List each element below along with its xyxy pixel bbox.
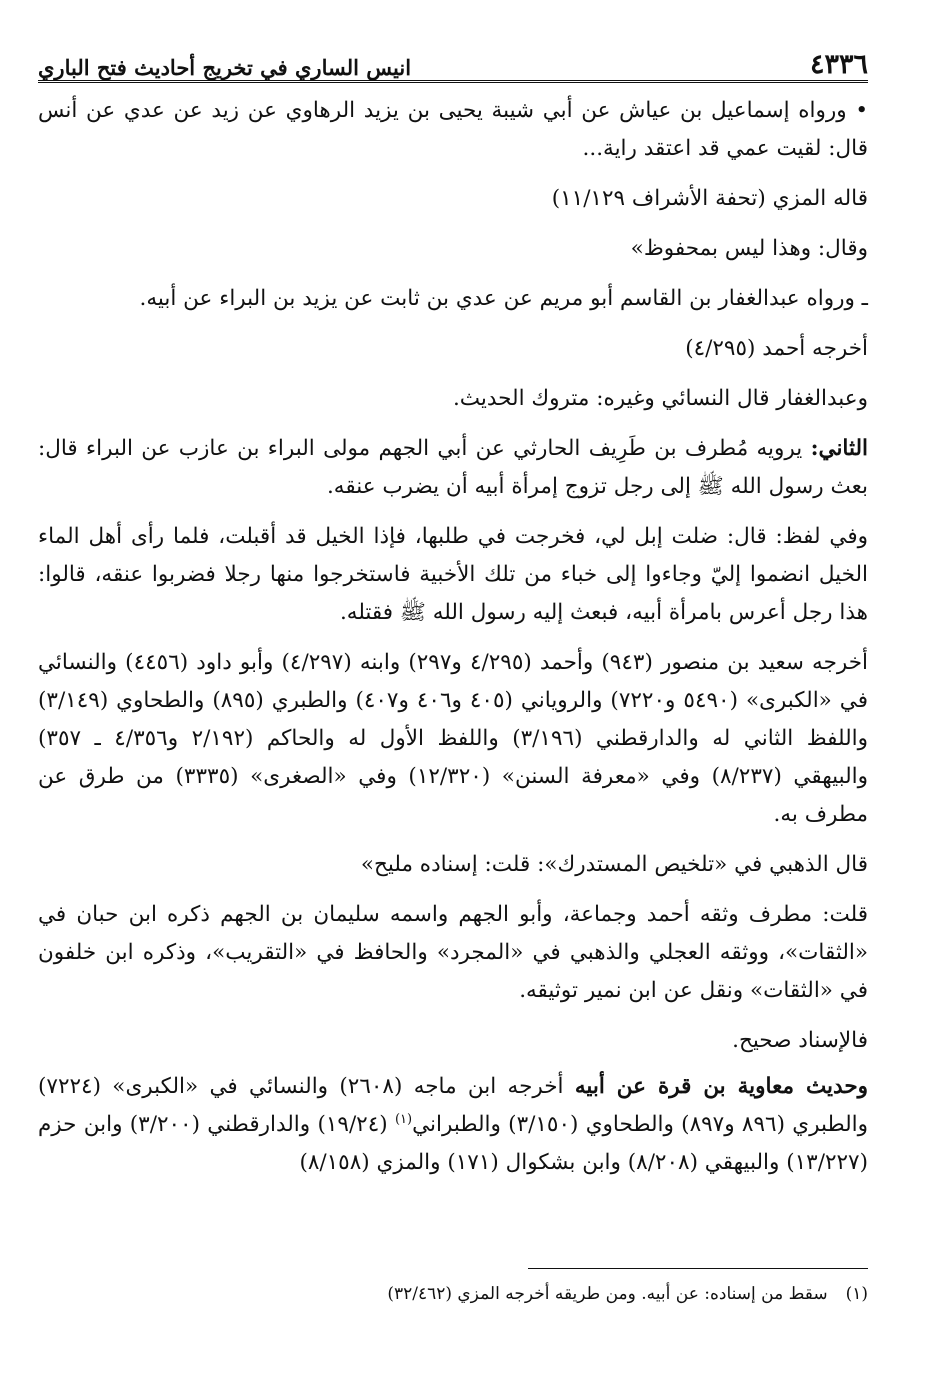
paragraph-text: أخرجه ابن ماجه (٢٦٠٨) والنسائي في «الكبرى» (٧٢٢٤) والطبري (٨٩٦ و٨٩٧) والطحاوي (٣/١٥٠) والطبراني — [38, 1074, 868, 1137]
paragraph-text: قاله المزي (تحفة الأشراف ١١/١٢٩) — [551, 186, 868, 211]
footnote-text: سقط من إسناده: عن أبيه. ومن طريقه أخرجه المزي (٣٢/٤٦٢) — [387, 1284, 828, 1304]
paragraph-text: وعبدالغفار قال النسائي وغيره: متروك الحديث. — [452, 386, 868, 411]
paragraph — [38, 896, 868, 1010]
paragraph-text: ـ ورواه عبدالغفار بن القاسم أبو مريم عن عدي بن ثابت عن يزيد بن البراء عن أبيه. — [139, 286, 868, 311]
paragraph — [38, 330, 868, 368]
paragraph-text: أخرجه سعيد بن منصور (٩٤٣) وأحمد (٤/٢٩٥ و٢٩٧) وابنه (٤/٢٩٧) وأبو داود (٤٤٥٦) والنسائي في «الكبرى» (٥٤٩٠ و٧٢٢٠) والروياني (٤٠٥ و٤٠٦ و٤٠٧) والطبري (٨٩٥) والطحاوي (٣/١٤٩) واللفظ الثاني له والدارقطني (٣/١٩٦) واللفظ الأول له والحاكم (٢/١٩٢ و٤/٣٥٦ ـ ٣٥٧) والبيهقي (٨/٢٣٧) وفي «معرفة السنن» (١٢/٣٢٠) وفي «الصغرى» (٣٣٣٥) من طرق عن مطرف به. — [38, 650, 869, 827]
paragraph-heading: الثاني: — [810, 436, 868, 461]
paragraph-text: (١٩/٢٤) والدارقطني (٣/٢٠٠) وابن حزم (١٣/٢٢٧) والبيهقي (٨/٢٠٨) وابن بشكوال (١٧١) والمزي (٨/١٥٨) — [38, 1112, 868, 1175]
footnote-number: (١) — [845, 1284, 868, 1304]
paragraph-text: قلت: مطرف وثقه أحمد وجماعة، وأبو الجهم واسمه سليمان بن الجهم ذكره ابن حبان في «الثقات»، ووثقه العجلي والذهبي في «المجرد» والحافظ في «التقريب»، وذكره ابن خلفون في «الثقات» ونقل عن ابن نمير توثيقه. — [38, 902, 868, 1003]
page-body — [38, 92, 868, 1182]
paragraph — [38, 180, 868, 218]
paragraph — [38, 1022, 868, 1060]
paragraph — [38, 230, 868, 268]
paragraph-text: • ورواه إسماعيل بن عياش عن أبي شيبة يحيى بن يزيد الرهاوي عن زيد عن عدي عن أنس قال: لقيت عمي قد اعتقد راية... — [38, 98, 868, 161]
paragraph — [38, 644, 868, 834]
paragraph-text: يرويه مُطرف بن طَرِيف الحارثي عن أبي الجهم مولى البراء بن عازب عن البراء قال: بعث رسول الله ﷺ إلى رجل تزوج إمرأة أبيه أن يضرب عنقه. — [38, 436, 868, 499]
paragraph — [38, 280, 868, 318]
page-header — [38, 40, 868, 83]
book-page — [38, 40, 869, 1304]
page-number: ٤٣٣٦ — [809, 49, 868, 80]
footnote — [38, 1281, 868, 1307]
paragraph — [38, 518, 868, 632]
paragraph — [38, 380, 868, 418]
paragraph — [38, 430, 868, 506]
running-title: انيس الساري في تخريج أحاديث فتح الباري — [38, 55, 412, 80]
paragraph — [38, 1068, 868, 1182]
paragraph — [38, 846, 868, 884]
paragraph-text: أخرجه أحمد (٤/٢٩٥) — [685, 336, 868, 361]
paragraph-text: وقال: وهذا ليس بمحفوظ» — [630, 236, 868, 261]
paragraph-text: وفي لفظ: قال: ضلت إبل لي، فخرجت في طلبها، فإذا الخيل قد أقبلت، فلما رأى أهل الماء الخيل انضموا إليّ وجاءوا إلى خباء من تلك الأخبية فاستخرجوا منها رجلا فضربوا عنقه، قالوا: هذا رجل أعرس بامرأة أبيه، فبعث إليه رسول الله ﷺ فقتله. — [38, 524, 868, 625]
paragraph-text: فالإسناد صحيح. — [732, 1028, 868, 1053]
footnote-divider — [528, 1268, 868, 1269]
paragraph-text: قال الذهبي في «تلخيص المستدرك»: قلت: إسناده مليح» — [360, 852, 868, 877]
footnote-reference[interactable]: (١) — [394, 1111, 413, 1127]
paragraph-heading: وحديث معاوية بن قرة عن أبيه — [574, 1074, 869, 1099]
paragraph — [38, 92, 868, 168]
